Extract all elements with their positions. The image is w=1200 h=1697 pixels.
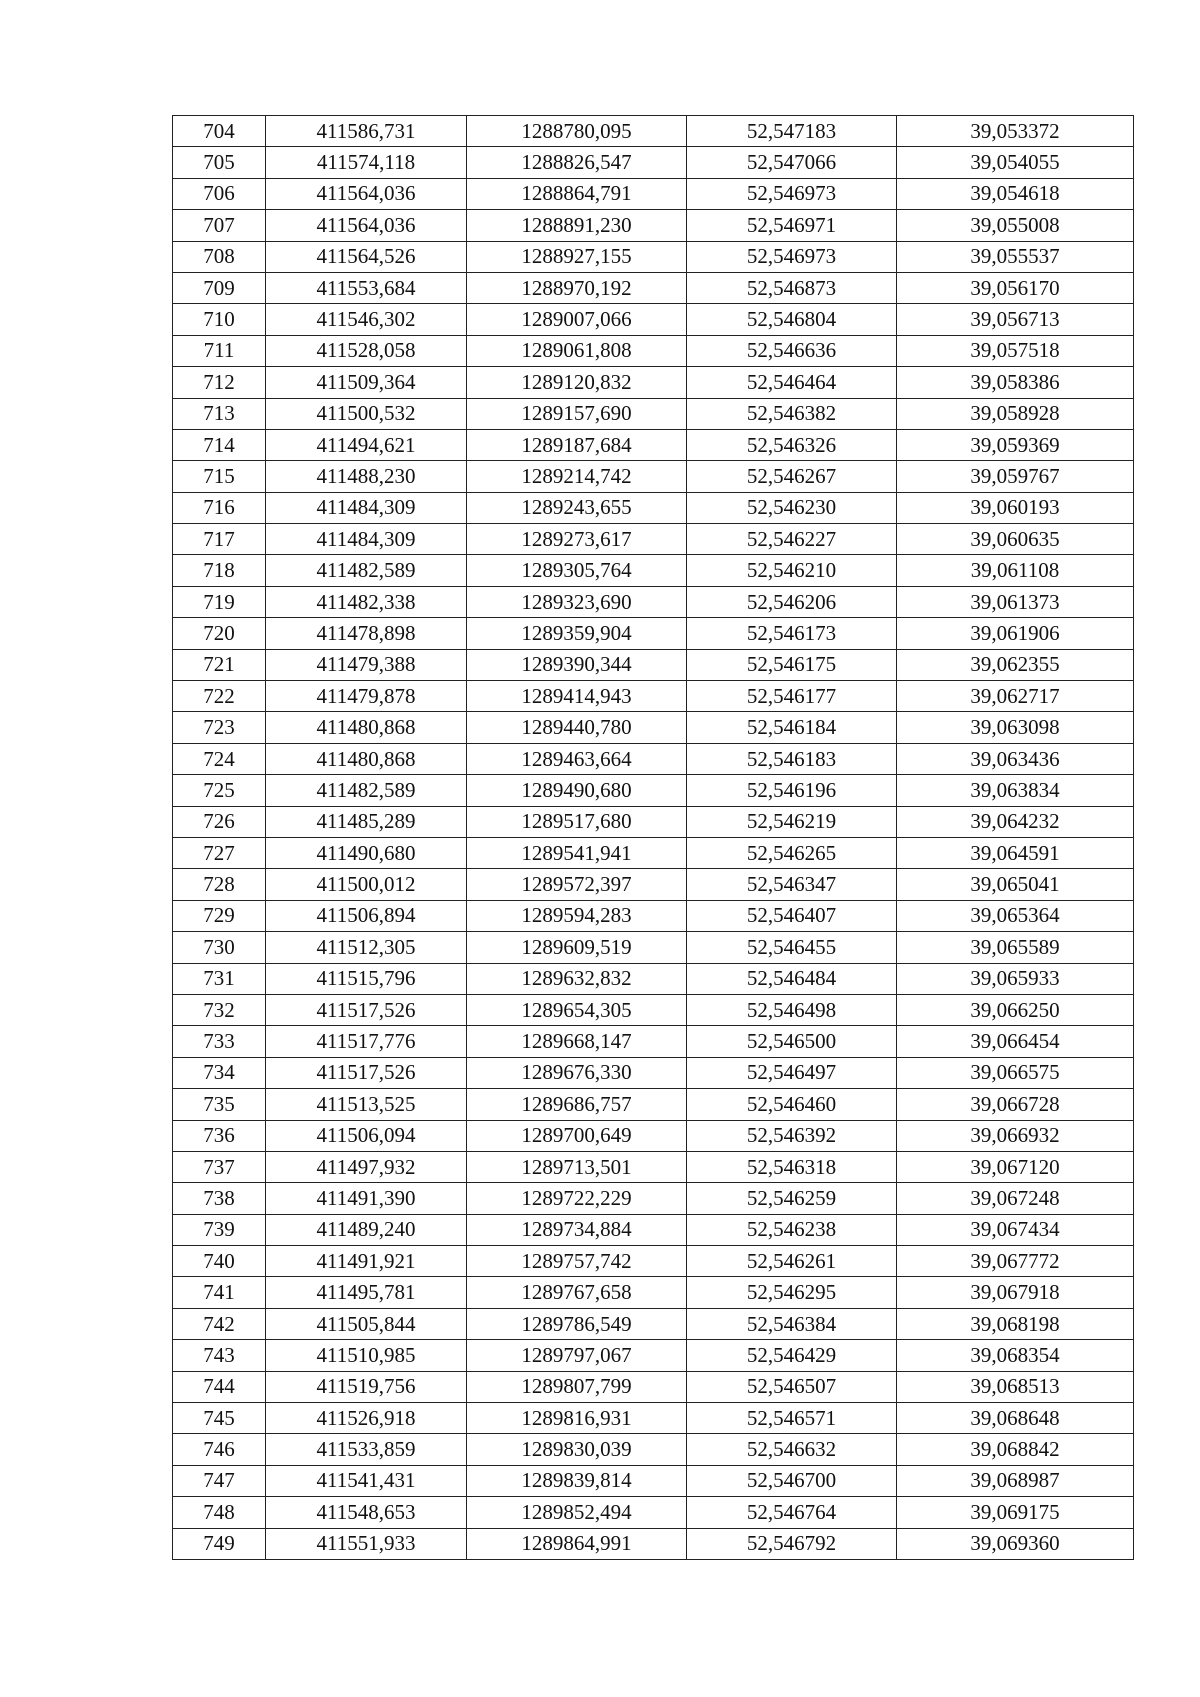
table-row	[173, 1089, 1134, 1120]
y-coordinate-cell: 1289007,066	[467, 304, 687, 335]
table-row	[173, 398, 1134, 429]
table-row	[173, 178, 1134, 209]
longitude-cell: 39,069360	[897, 1528, 1134, 1559]
latitude-cell: 52,546326	[687, 429, 897, 460]
table-row	[173, 1057, 1134, 1088]
table-row	[173, 932, 1134, 963]
x-coordinate-cell: 411489,240	[266, 1214, 467, 1245]
x-coordinate-cell: 411517,526	[266, 1057, 467, 1088]
y-coordinate-cell: 1289273,617	[467, 524, 687, 555]
x-coordinate-cell: 411506,894	[266, 900, 467, 931]
point-number-cell: 714	[173, 429, 266, 460]
longitude-cell: 39,067434	[897, 1214, 1134, 1245]
point-number-cell: 707	[173, 210, 266, 241]
y-coordinate-cell: 1289632,832	[467, 963, 687, 994]
y-coordinate-cell: 1289797,067	[467, 1340, 687, 1371]
x-coordinate-cell: 411497,932	[266, 1151, 467, 1182]
x-coordinate-cell: 411512,305	[266, 932, 467, 963]
y-coordinate-cell: 1289786,549	[467, 1308, 687, 1339]
latitude-cell: 52,547066	[687, 147, 897, 178]
table-row	[173, 367, 1134, 398]
longitude-cell: 39,063436	[897, 743, 1134, 774]
latitude-cell: 52,546500	[687, 1026, 897, 1057]
y-coordinate-cell: 1289852,494	[467, 1497, 687, 1528]
longitude-cell: 39,066454	[897, 1026, 1134, 1057]
x-coordinate-cell: 411517,776	[266, 1026, 467, 1057]
latitude-cell: 52,546267	[687, 461, 897, 492]
latitude-cell: 52,546227	[687, 524, 897, 555]
longitude-cell: 39,058386	[897, 367, 1134, 398]
point-number-cell: 706	[173, 178, 266, 209]
y-coordinate-cell: 1289734,884	[467, 1214, 687, 1245]
latitude-cell: 52,546295	[687, 1277, 897, 1308]
latitude-cell: 52,546804	[687, 304, 897, 335]
table-row	[173, 806, 1134, 837]
longitude-cell: 39,066250	[897, 994, 1134, 1025]
x-coordinate-cell: 411548,653	[266, 1497, 467, 1528]
table-row	[173, 555, 1134, 586]
y-coordinate-cell: 1289323,690	[467, 586, 687, 617]
y-coordinate-cell: 1289440,780	[467, 712, 687, 743]
point-number-cell: 710	[173, 304, 266, 335]
point-number-cell: 734	[173, 1057, 266, 1088]
longitude-cell: 39,062717	[897, 681, 1134, 712]
latitude-cell: 52,546219	[687, 806, 897, 837]
table-row	[173, 335, 1134, 366]
table-row	[173, 1340, 1134, 1371]
latitude-cell: 52,546407	[687, 900, 897, 931]
longitude-cell: 39,063834	[897, 775, 1134, 806]
latitude-cell: 52,546429	[687, 1340, 897, 1371]
y-coordinate-cell: 1289359,904	[467, 618, 687, 649]
latitude-cell: 52,546571	[687, 1403, 897, 1434]
longitude-cell: 39,068987	[897, 1465, 1134, 1496]
point-number-cell: 741	[173, 1277, 266, 1308]
y-coordinate-cell: 1289757,742	[467, 1246, 687, 1277]
longitude-cell: 39,055537	[897, 241, 1134, 272]
table-row	[173, 743, 1134, 774]
point-number-cell: 732	[173, 994, 266, 1025]
longitude-cell: 39,067248	[897, 1183, 1134, 1214]
latitude-cell: 52,546196	[687, 775, 897, 806]
point-number-cell: 721	[173, 649, 266, 680]
y-coordinate-cell: 1289463,664	[467, 743, 687, 774]
x-coordinate-cell: 411495,781	[266, 1277, 467, 1308]
x-coordinate-cell: 411480,868	[266, 712, 467, 743]
point-number-cell: 718	[173, 555, 266, 586]
longitude-cell: 39,066728	[897, 1089, 1134, 1120]
latitude-cell: 52,547183	[687, 116, 897, 147]
latitude-cell: 52,546636	[687, 335, 897, 366]
longitude-cell: 39,059369	[897, 429, 1134, 460]
table-row	[173, 116, 1134, 147]
table-row	[173, 1371, 1134, 1402]
y-coordinate-cell: 1288970,192	[467, 272, 687, 303]
x-coordinate-cell: 411551,933	[266, 1528, 467, 1559]
y-coordinate-cell: 1289654,305	[467, 994, 687, 1025]
point-number-cell: 738	[173, 1183, 266, 1214]
latitude-cell: 52,546764	[687, 1497, 897, 1528]
y-coordinate-cell: 1289594,283	[467, 900, 687, 931]
longitude-cell: 39,054618	[897, 178, 1134, 209]
x-coordinate-cell: 411491,390	[266, 1183, 467, 1214]
point-number-cell: 743	[173, 1340, 266, 1371]
table-row	[173, 869, 1134, 900]
latitude-cell: 52,546973	[687, 241, 897, 272]
y-coordinate-cell: 1288927,155	[467, 241, 687, 272]
x-coordinate-cell: 411564,526	[266, 241, 467, 272]
latitude-cell: 52,546175	[687, 649, 897, 680]
latitude-cell: 52,546455	[687, 932, 897, 963]
y-coordinate-cell: 1288826,547	[467, 147, 687, 178]
x-coordinate-cell: 411479,388	[266, 649, 467, 680]
point-number-cell: 708	[173, 241, 266, 272]
x-coordinate-cell: 411485,289	[266, 806, 467, 837]
table-row	[173, 1434, 1134, 1465]
x-coordinate-cell: 411480,868	[266, 743, 467, 774]
point-number-cell: 715	[173, 461, 266, 492]
x-coordinate-cell: 411517,526	[266, 994, 467, 1025]
longitude-cell: 39,065364	[897, 900, 1134, 931]
table-row	[173, 241, 1134, 272]
y-coordinate-cell: 1289305,764	[467, 555, 687, 586]
x-coordinate-cell: 411574,118	[266, 147, 467, 178]
point-number-cell: 729	[173, 900, 266, 931]
table-row	[173, 586, 1134, 617]
longitude-cell: 39,061906	[897, 618, 1134, 649]
point-number-cell: 719	[173, 586, 266, 617]
x-coordinate-cell: 411506,094	[266, 1120, 467, 1151]
point-number-cell: 704	[173, 116, 266, 147]
point-number-cell: 711	[173, 335, 266, 366]
latitude-cell: 52,546460	[687, 1089, 897, 1120]
y-coordinate-cell: 1288780,095	[467, 116, 687, 147]
point-number-cell: 739	[173, 1214, 266, 1245]
latitude-cell: 52,546184	[687, 712, 897, 743]
longitude-cell: 39,056170	[897, 272, 1134, 303]
point-number-cell: 748	[173, 1497, 266, 1528]
table-row	[173, 712, 1134, 743]
x-coordinate-cell: 411509,364	[266, 367, 467, 398]
y-coordinate-cell: 1289713,501	[467, 1151, 687, 1182]
latitude-cell: 52,546498	[687, 994, 897, 1025]
latitude-cell: 52,546347	[687, 869, 897, 900]
x-coordinate-cell: 411533,859	[266, 1434, 467, 1465]
y-coordinate-cell: 1289767,658	[467, 1277, 687, 1308]
point-number-cell: 733	[173, 1026, 266, 1057]
longitude-cell: 39,055008	[897, 210, 1134, 241]
latitude-cell: 52,546792	[687, 1528, 897, 1559]
point-number-cell: 716	[173, 492, 266, 523]
x-coordinate-cell: 411505,844	[266, 1308, 467, 1339]
latitude-cell: 52,546173	[687, 618, 897, 649]
x-coordinate-cell: 411484,309	[266, 524, 467, 555]
table-row	[173, 1308, 1134, 1339]
latitude-cell: 52,546183	[687, 743, 897, 774]
longitude-cell: 39,065589	[897, 932, 1134, 963]
longitude-cell: 39,056713	[897, 304, 1134, 335]
y-coordinate-cell: 1289243,655	[467, 492, 687, 523]
x-coordinate-cell: 411528,058	[266, 335, 467, 366]
longitude-cell: 39,053372	[897, 116, 1134, 147]
point-number-cell: 736	[173, 1120, 266, 1151]
x-coordinate-cell: 411546,302	[266, 304, 467, 335]
longitude-cell: 39,067772	[897, 1246, 1134, 1277]
x-coordinate-cell: 411494,621	[266, 429, 467, 460]
table-row	[173, 1246, 1134, 1277]
longitude-cell: 39,057518	[897, 335, 1134, 366]
latitude-cell: 52,546632	[687, 1434, 897, 1465]
longitude-cell: 39,066932	[897, 1120, 1134, 1151]
y-coordinate-cell: 1289187,684	[467, 429, 687, 460]
x-coordinate-cell: 411519,756	[266, 1371, 467, 1402]
table-row	[173, 1465, 1134, 1496]
point-number-cell: 713	[173, 398, 266, 429]
point-number-cell: 735	[173, 1089, 266, 1120]
y-coordinate-cell: 1289061,808	[467, 335, 687, 366]
y-coordinate-cell: 1289839,814	[467, 1465, 687, 1496]
point-number-cell: 722	[173, 681, 266, 712]
latitude-cell: 52,546265	[687, 837, 897, 868]
x-coordinate-cell: 411482,338	[266, 586, 467, 617]
x-coordinate-cell: 411510,985	[266, 1340, 467, 1371]
latitude-cell: 52,546392	[687, 1120, 897, 1151]
longitude-cell: 39,069175	[897, 1497, 1134, 1528]
x-coordinate-cell: 411526,918	[266, 1403, 467, 1434]
point-number-cell: 717	[173, 524, 266, 555]
longitude-cell: 39,068354	[897, 1340, 1134, 1371]
latitude-cell: 52,546261	[687, 1246, 897, 1277]
latitude-cell: 52,546384	[687, 1308, 897, 1339]
point-number-cell: 726	[173, 806, 266, 837]
table-row	[173, 775, 1134, 806]
table-row	[173, 900, 1134, 931]
y-coordinate-cell: 1289609,519	[467, 932, 687, 963]
y-coordinate-cell: 1289807,799	[467, 1371, 687, 1402]
y-coordinate-cell: 1289390,344	[467, 649, 687, 680]
point-number-cell: 728	[173, 869, 266, 900]
x-coordinate-cell: 411479,878	[266, 681, 467, 712]
x-coordinate-cell: 411500,532	[266, 398, 467, 429]
latitude-cell: 52,546238	[687, 1214, 897, 1245]
x-coordinate-cell: 411500,012	[266, 869, 467, 900]
y-coordinate-cell: 1289214,742	[467, 461, 687, 492]
point-number-cell: 749	[173, 1528, 266, 1559]
table-row	[173, 837, 1134, 868]
y-coordinate-cell: 1289541,941	[467, 837, 687, 868]
longitude-cell: 39,060635	[897, 524, 1134, 555]
latitude-cell: 52,546177	[687, 681, 897, 712]
longitude-cell: 39,059767	[897, 461, 1134, 492]
latitude-cell: 52,546971	[687, 210, 897, 241]
table-row	[173, 1528, 1134, 1559]
longitude-cell: 39,060193	[897, 492, 1134, 523]
point-number-cell: 709	[173, 272, 266, 303]
point-number-cell: 745	[173, 1403, 266, 1434]
table-row	[173, 649, 1134, 680]
latitude-cell: 52,546484	[687, 963, 897, 994]
table-row	[173, 1403, 1134, 1434]
point-number-cell: 747	[173, 1465, 266, 1496]
x-coordinate-cell: 411488,230	[266, 461, 467, 492]
x-coordinate-cell: 411515,796	[266, 963, 467, 994]
table-row	[173, 963, 1134, 994]
longitude-cell: 39,067918	[897, 1277, 1134, 1308]
table-row	[173, 618, 1134, 649]
latitude-cell: 52,546382	[687, 398, 897, 429]
table-row	[173, 304, 1134, 335]
point-number-cell: 712	[173, 367, 266, 398]
longitude-cell: 39,064591	[897, 837, 1134, 868]
point-number-cell: 740	[173, 1246, 266, 1277]
table-row	[173, 1183, 1134, 1214]
longitude-cell: 39,068842	[897, 1434, 1134, 1465]
x-coordinate-cell: 411484,309	[266, 492, 467, 523]
y-coordinate-cell: 1289120,832	[467, 367, 687, 398]
table-row	[173, 272, 1134, 303]
latitude-cell: 52,546464	[687, 367, 897, 398]
table-row	[173, 1497, 1134, 1528]
point-number-cell: 730	[173, 932, 266, 963]
point-number-cell: 746	[173, 1434, 266, 1465]
table-row	[173, 1026, 1134, 1057]
y-coordinate-cell: 1289700,649	[467, 1120, 687, 1151]
y-coordinate-cell: 1289414,943	[467, 681, 687, 712]
point-number-cell: 731	[173, 963, 266, 994]
point-number-cell: 725	[173, 775, 266, 806]
table-row	[173, 1277, 1134, 1308]
y-coordinate-cell: 1289668,147	[467, 1026, 687, 1057]
longitude-cell: 39,065933	[897, 963, 1134, 994]
latitude-cell: 52,546210	[687, 555, 897, 586]
table-row	[173, 429, 1134, 460]
x-coordinate-cell: 411490,680	[266, 837, 467, 868]
latitude-cell: 52,546700	[687, 1465, 897, 1496]
x-coordinate-cell: 411482,589	[266, 775, 467, 806]
latitude-cell: 52,546873	[687, 272, 897, 303]
table-row	[173, 1120, 1134, 1151]
y-coordinate-cell: 1289490,680	[467, 775, 687, 806]
table-row	[173, 994, 1134, 1025]
table-row	[173, 210, 1134, 241]
longitude-cell: 39,061108	[897, 555, 1134, 586]
point-number-cell: 705	[173, 147, 266, 178]
longitude-cell: 39,067120	[897, 1151, 1134, 1182]
latitude-cell: 52,546497	[687, 1057, 897, 1088]
x-coordinate-cell: 411586,731	[266, 116, 467, 147]
coordinates-table-body	[173, 116, 1134, 1560]
longitude-cell: 39,068648	[897, 1403, 1134, 1434]
point-number-cell: 744	[173, 1371, 266, 1402]
latitude-cell: 52,546318	[687, 1151, 897, 1182]
longitude-cell: 39,068198	[897, 1308, 1134, 1339]
table-row	[173, 524, 1134, 555]
y-coordinate-cell: 1289722,229	[467, 1183, 687, 1214]
x-coordinate-cell: 411564,036	[266, 178, 467, 209]
coordinates-table	[172, 115, 1134, 1560]
point-number-cell: 737	[173, 1151, 266, 1182]
longitude-cell: 39,066575	[897, 1057, 1134, 1088]
latitude-cell: 52,546259	[687, 1183, 897, 1214]
longitude-cell: 39,064232	[897, 806, 1134, 837]
x-coordinate-cell: 411553,684	[266, 272, 467, 303]
point-number-cell: 724	[173, 743, 266, 774]
longitude-cell: 39,065041	[897, 869, 1134, 900]
latitude-cell: 52,546507	[687, 1371, 897, 1402]
longitude-cell: 39,063098	[897, 712, 1134, 743]
point-number-cell: 720	[173, 618, 266, 649]
y-coordinate-cell: 1289676,330	[467, 1057, 687, 1088]
y-coordinate-cell: 1289572,397	[467, 869, 687, 900]
x-coordinate-cell: 411491,921	[266, 1246, 467, 1277]
y-coordinate-cell: 1289816,931	[467, 1403, 687, 1434]
table-row	[173, 147, 1134, 178]
point-number-cell: 723	[173, 712, 266, 743]
x-coordinate-cell: 411478,898	[266, 618, 467, 649]
y-coordinate-cell: 1289830,039	[467, 1434, 687, 1465]
table-row	[173, 1214, 1134, 1245]
point-number-cell: 742	[173, 1308, 266, 1339]
y-coordinate-cell: 1289517,680	[467, 806, 687, 837]
table-row	[173, 1151, 1134, 1182]
longitude-cell: 39,068513	[897, 1371, 1134, 1402]
latitude-cell: 52,546230	[687, 492, 897, 523]
x-coordinate-cell: 411541,431	[266, 1465, 467, 1496]
y-coordinate-cell: 1289686,757	[467, 1089, 687, 1120]
x-coordinate-cell: 411513,525	[266, 1089, 467, 1120]
latitude-cell: 52,546973	[687, 178, 897, 209]
y-coordinate-cell: 1288864,791	[467, 178, 687, 209]
y-coordinate-cell: 1289864,991	[467, 1528, 687, 1559]
point-number-cell: 727	[173, 837, 266, 868]
longitude-cell: 39,058928	[897, 398, 1134, 429]
longitude-cell: 39,062355	[897, 649, 1134, 680]
longitude-cell: 39,061373	[897, 586, 1134, 617]
table-row	[173, 492, 1134, 523]
table-row	[173, 461, 1134, 492]
latitude-cell: 52,546206	[687, 586, 897, 617]
x-coordinate-cell: 411564,036	[266, 210, 467, 241]
longitude-cell: 39,054055	[897, 147, 1134, 178]
x-coordinate-cell: 411482,589	[266, 555, 467, 586]
y-coordinate-cell: 1289157,690	[467, 398, 687, 429]
table-row	[173, 681, 1134, 712]
y-coordinate-cell: 1288891,230	[467, 210, 687, 241]
